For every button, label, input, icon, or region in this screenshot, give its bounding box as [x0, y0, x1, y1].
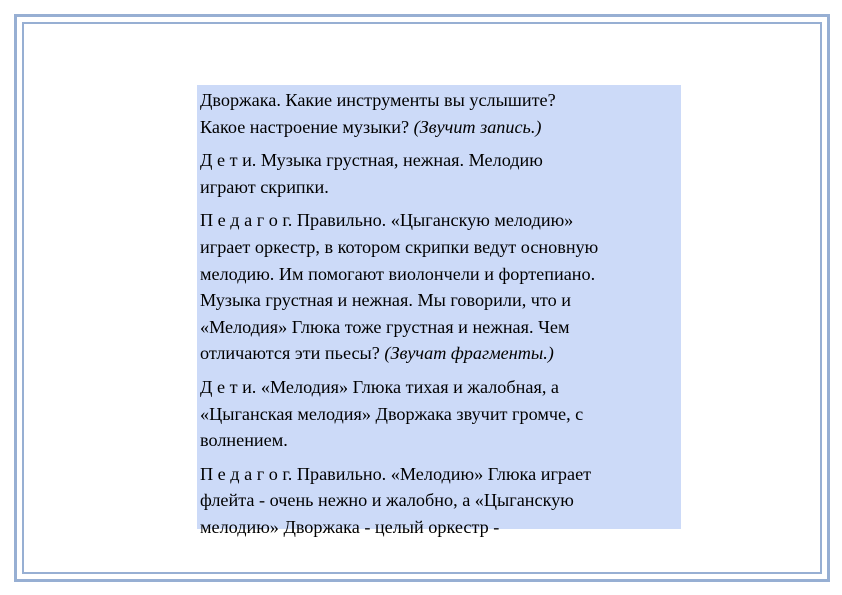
- paragraph-children-answer: [200, 374, 681, 454]
- text-line-part: отличаются эти пьесы?: [200, 343, 385, 364]
- text-line: мелодию» Дворжака - целый оркестр -: [200, 516, 500, 537]
- text-line: Дворжака. Какие инструменты вы услышите?: [200, 90, 556, 110]
- text-line: «Цыганская мелодия» Дворжака звучит громче, с: [200, 403, 584, 424]
- stage-direction: (Звучит запись.): [413, 116, 542, 137]
- text-line: «Мелодия» Глюка тоже грустная и нежная. Чем: [200, 316, 570, 337]
- stage-direction: (Звучат фрагменты.): [384, 343, 554, 364]
- paragraph-children-answer: [200, 147, 681, 200]
- text-line: [200, 340, 681, 367]
- text-line: мелодию. Им помогают виолончели и фортепиано.: [200, 263, 596, 284]
- text-line: волнением.: [200, 430, 288, 451]
- text-line: играет оркестр, в котором скрипки ведут основную: [200, 236, 599, 257]
- text-line: флейта - очень нежно и жалобно, а «Цыганскую: [200, 490, 574, 511]
- paragraph-teacher: [200, 461, 681, 541]
- text-line: Музыка грустная и нежная. Мы говорили, что и: [200, 290, 572, 311]
- text-line: П е д а г о г. Правильно. «Цыганскую мелодию»: [200, 210, 574, 231]
- text-box: [197, 85, 681, 537]
- text-line: [200, 114, 681, 141]
- paragraph-question: [200, 87, 681, 140]
- text-line: играют скрипки.: [200, 176, 329, 197]
- text-line: П е д а г о г. Правильно. «Мелодию» Глюка играет: [200, 463, 592, 484]
- text-line: Д е т и. Музыка грустная, нежная. Мелодию: [200, 150, 543, 171]
- paragraph-teacher: [200, 207, 681, 367]
- text-line-part: Какое настроение музыки?: [200, 116, 414, 137]
- text-line: Д е т и. «Мелодия» Глюка тихая и жалобная, а: [200, 376, 559, 397]
